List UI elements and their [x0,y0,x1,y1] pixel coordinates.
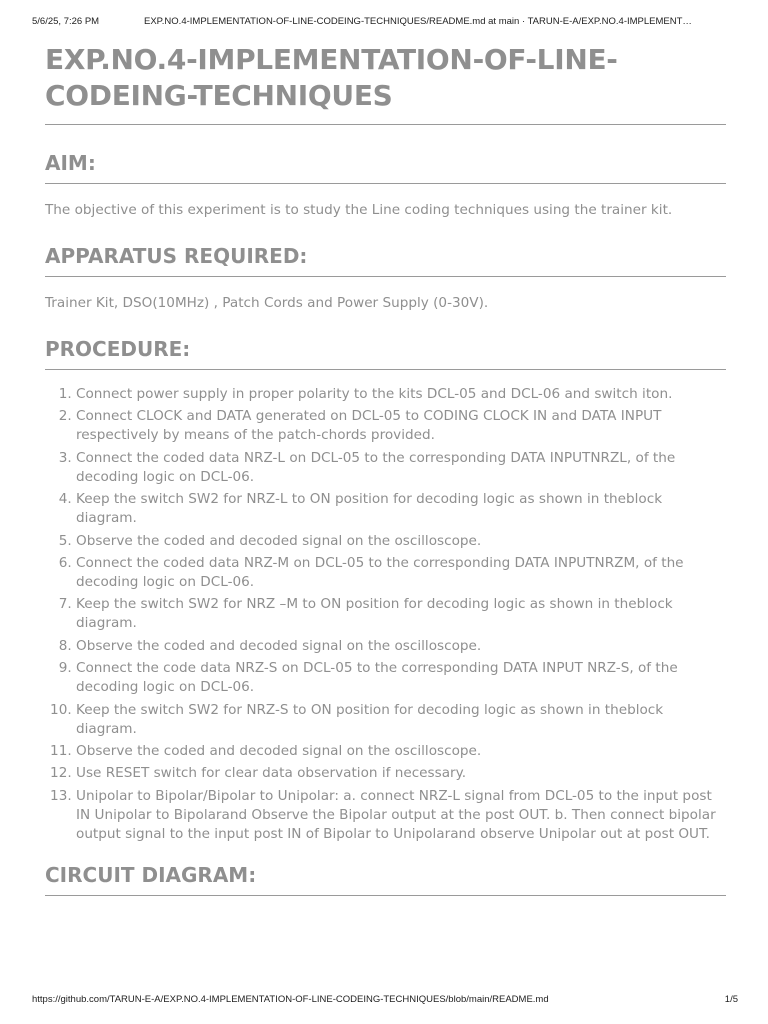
apparatus-heading: APPARATUS REQUIRED: [45,244,308,268]
print-page-title: EXP.NO.4-IMPLEMENTATION-OF-LINE-CODEING-TECHNIQUES/README.md at main · TARUN-E-A/EXP.NO.4-IMPLEMENT… [144,16,692,27]
section-aim [45,150,726,220]
procedure-step: 6. Connect the coded data NRZ-M on DCL-05 to the corresponding DATA INPUTNRZM, of the decoding logic on DCL-06. [76,554,726,592]
print-header [32,16,738,30]
print-footer [32,994,738,1008]
aim-text: The objective of this experiment is to study the Line coding techniques using the trainer kit. [45,202,673,218]
section-apparatus [45,243,726,313]
procedure-heading: PROCEDURE: [45,337,191,361]
procedure-step: 13. Unipolar to Bipolar/Bipolar to Unipolar: a. connect NRZ-L signal from DCL-05 to the input post IN Unipolar to Bipolarand Observe the Bipolar output at the post OUT. b. Then connect bipolar output signal to the input post IN of Bipolar to Unipolarand observe Unipolar out at post OUT. [76,787,726,844]
procedure-step: 3. Connect the coded data NRZ-L on DCL-05 to the corresponding DATA INPUTNRZL, of the decoding logic on DCL-06. [76,449,726,487]
procedure-step: 9. Connect the code data NRZ-S on DCL-05 to the corresponding DATA INPUT NRZ-S, of the decoding logic on DCL-06. [76,659,726,697]
procedure-divider [45,369,726,370]
section-procedure [45,336,726,844]
aim-heading: AIM: [45,151,96,175]
procedure-step: 2. Connect CLOCK and DATA generated on DCL-05 to CODING CLOCK IN and DATA INPUT respectively by means of the patch-chords provided. [76,407,726,445]
apparatus-divider [45,276,726,277]
procedure-step: 10. Keep the switch SW2 for NRZ-S to ON position for decoding logic as shown in theblock diagram. [76,701,726,739]
print-url: https://github.com/TARUN-E-A/EXP.NO.4-IMPLEMENTATION-OF-LINE-CODEING-TECHNIQUES/blob/main/README.md [32,994,549,1005]
circuit-heading: CIRCUIT DIAGRAM: [45,862,257,887]
procedure-step: 5. Observe the coded and decoded signal on the oscilloscope. [76,532,726,551]
page-title-line1: EXP.NO.4-IMPLEMENTATION-OF-LINE- [45,43,618,76]
procedure-step: 1. Connect power supply in proper polarity to the kits DCL-05 and DCL-06 and switch iton. [76,385,726,404]
procedure-step: 4. Keep the switch SW2 for NRZ-L to ON position for decoding logic as shown in theblock diagram. [76,490,726,528]
procedure-step: 12. Use RESET switch for clear data observation if necessary. [76,764,726,783]
aim-divider [45,183,726,184]
print-page-number: 1/5 [724,994,738,1005]
print-date: 5/6/25, 7:26 PM [32,16,100,27]
procedure-step: 7. Keep the switch SW2 for NRZ –M to ON position for decoding logic as shown in theblock diagram. [76,595,726,633]
procedure-step: 8. Observe the coded and decoded signal on the oscilloscope. [76,637,726,656]
page-title [45,42,726,114]
page-title-line2: CODEING-TECHNIQUES [45,79,393,112]
procedure-list [45,385,726,844]
title-divider [45,124,726,125]
circuit-divider [45,895,726,896]
readme-content [45,42,726,896]
section-circuit-diagram [45,862,726,896]
procedure-step: 11. Observe the coded and decoded signal on the oscilloscope. [76,742,726,761]
apparatus-text: Trainer Kit, DSO(10MHz) , Patch Cords and Power Supply (0-30V). [45,295,489,311]
